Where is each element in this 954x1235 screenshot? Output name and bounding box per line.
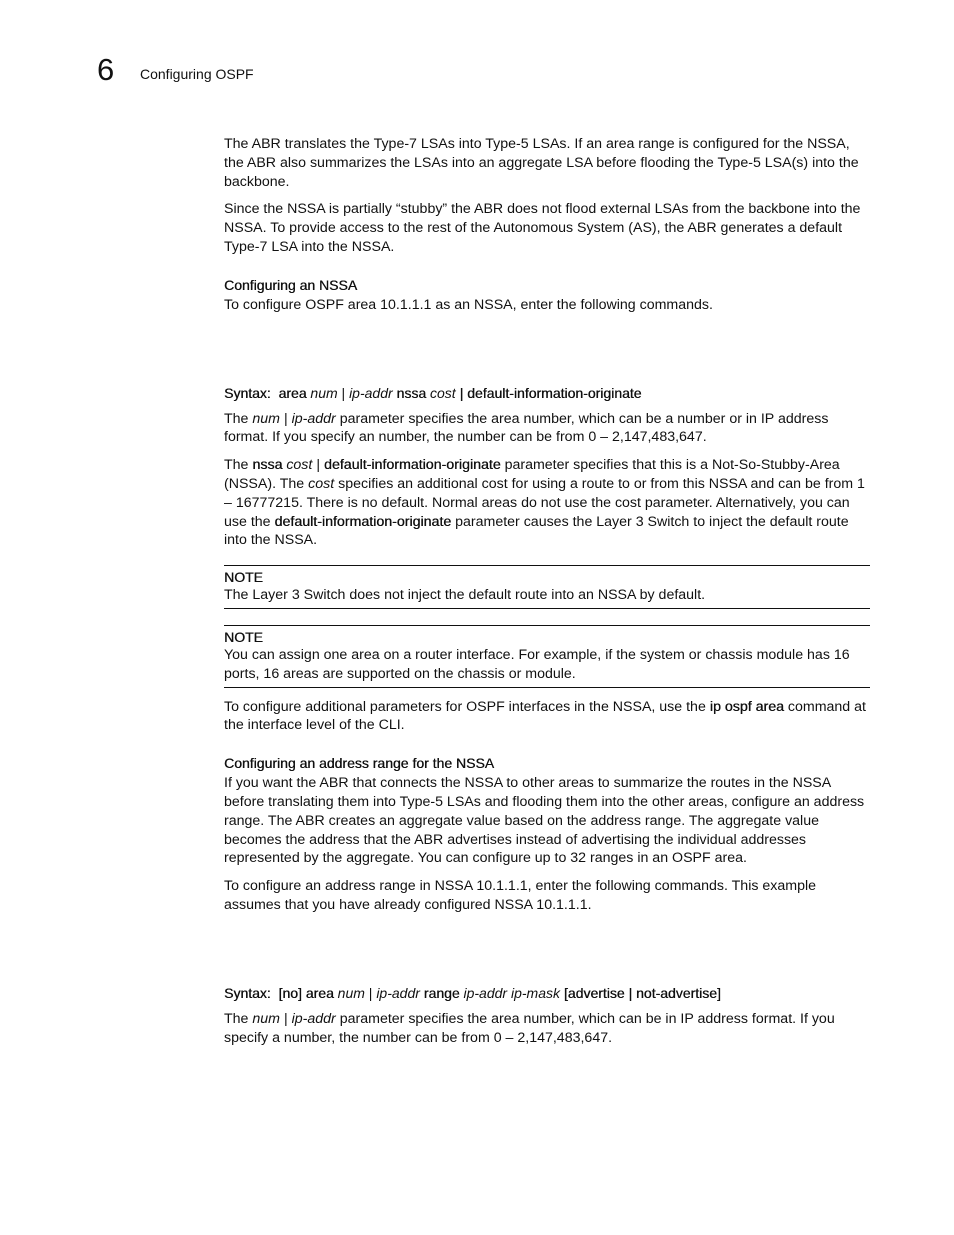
param-pipe: |	[283, 1010, 288, 1027]
syntax-ip-mask: ip-mask	[510, 984, 560, 1001]
syntax-open-bracket: [	[563, 984, 568, 1001]
nssa-syntax-line	[224, 384, 870, 402]
syntax-cost: cost	[430, 384, 456, 401]
param-text-3: parameter causes the Layer 3 Switch to inject the default route into the NSSA.	[224, 513, 849, 549]
syntax-default-information-originate: default-information-originate	[467, 384, 642, 401]
additional-parameters-paragraph	[224, 698, 870, 736]
syntax-num: num	[310, 384, 338, 401]
param-pipe: |	[316, 457, 320, 474]
range-num-ip-addr-param-paragraph	[224, 1010, 870, 1048]
syntax-ip-addr: ip-addr	[376, 984, 420, 1001]
syntax-ip-addr: ip-addr	[349, 384, 393, 401]
param-text-2: specifies an additional cost for using a route to or from this NSSA and can be from 1 – 16777215. There is no default. Normal areas do not use the cost parameter. Alternatively, you can use the	[224, 475, 865, 530]
param-text: parameter specifies the area number, which can be in IP address format. If you specify a number, the number can be from 0 – 2,147,483,647.	[224, 1010, 835, 1046]
nssa-intro-paragraph: To configure OSPF area 10.1.1.1 as an NSSA, enter the following commands.	[224, 296, 713, 313]
param-ip-addr: ip-addr	[291, 410, 336, 427]
syntax-keyword-range: range	[423, 984, 460, 1001]
note-box-default-route	[224, 565, 870, 609]
syntax-close-bracket: ]	[716, 984, 721, 1001]
ip-ospf-area-command: ip ospf area	[709, 698, 784, 715]
chapter-number: 6	[97, 52, 115, 87]
note-box-areas	[224, 625, 870, 688]
note-text: You can assign one area on a router interface. For example, if the system or chassis module has 16 ports, 16 areas are supported on the chassis or module.	[224, 646, 850, 682]
note-text: The Layer 3 Switch does not inject the default route into an NSSA by default.	[224, 587, 706, 604]
text-the: The	[224, 1010, 249, 1027]
syntax-keyword-area: area	[278, 384, 307, 401]
syntax-pipe-2: |	[628, 984, 633, 1001]
num-ip-addr-param-paragraph	[224, 410, 870, 448]
syntax-pipe: |	[368, 984, 373, 1001]
intro-paragraph-2: Since the NSSA is partially “stubby” the ABR does not flood external LSAs from the backbone into the NSSA. To provide access to the rest of the Autonomous System (AS), the ABR generates a default Type-7 LSA into the NSSA.	[224, 201, 861, 255]
nssa-cost-param-paragraph	[224, 456, 870, 550]
param-default-information-originate: default-information-originate	[323, 457, 501, 474]
syntax-pipe-bold: |	[459, 384, 464, 401]
param-num: num	[252, 410, 281, 427]
syntax-no: [no]	[278, 984, 302, 1001]
chapter-title: Configuring OSPF	[140, 66, 254, 82]
syntax-label: Syntax:	[224, 984, 271, 1001]
text-the: The	[224, 410, 249, 427]
param-text-1: parameter specifies that this is a Not-So-Stubby-Area (NSSA). The	[224, 457, 840, 492]
section-heading-nssa: Configuring an NSSA	[224, 276, 358, 293]
syntax-keyword-nssa: nssa	[396, 384, 427, 401]
note-label: NOTE	[224, 569, 263, 586]
syntax-ip-addr-2: ip-addr	[463, 984, 508, 1001]
text-the: The	[224, 457, 249, 474]
param-ip-addr: ip-addr	[291, 1010, 336, 1027]
address-range-paragraph-1: If you want the ABR that connects the NSSA to other areas to summarize the routes in the NSSA before translating them into Type-5 LSAs and flooding them into the other areas, configure an address range. The ABR creates an aggregate value based on the address range. The aggregate value becomes the address that the ABR advertises instead of advertising the individual addresses represented by the aggregate. You can configure up to 32 ranges in an OSPF area.	[224, 775, 865, 867]
additional-text-2: command at the interface level of the CLI.	[224, 698, 866, 734]
param-pipe: |	[283, 410, 288, 427]
note-label: NOTE	[224, 628, 263, 645]
param-nssa: nssa	[252, 457, 283, 474]
section-heading-address-range: Configuring an address range for the NSSA	[224, 755, 495, 772]
syntax-advertise: advertise	[567, 984, 625, 1001]
param-cost-2: cost	[308, 475, 335, 492]
intro-paragraph-1: The ABR translates the Type-7 LSAs into Type-5 LSAs. If an area range is configured for the NSSA, the ABR also summarizes the LSAs into an aggregate LSA before flooding the Type-5 LSA(s) into the backbone.	[224, 136, 859, 190]
additional-text-1: To configure additional parameters for OSPF interfaces in the NSSA, use the	[224, 698, 706, 715]
param-cost: cost	[286, 457, 313, 474]
range-syntax-line	[224, 984, 870, 1002]
address-range-paragraph-2: To configure an address range in NSSA 10.1.1.1, enter the following commands. This example assumes that you have already configured NSSA 10.1.1.1.	[224, 878, 817, 913]
syntax-label: Syntax:	[224, 384, 271, 401]
param-default-information-originate-2: default-information-originate	[274, 513, 452, 530]
syntax-num: num	[337, 984, 365, 1001]
syntax-not-advertise: not-advertise	[636, 984, 717, 1001]
syntax-pipe: |	[341, 384, 346, 401]
syntax-keyword-area: area	[305, 984, 334, 1001]
param-num: num	[252, 1010, 281, 1027]
page-content	[224, 135, 870, 1047]
param-text: parameter specifies the area number, which can be a number or in IP address format. If you specify an number, the number can be from 0 – 2,147,483,647.	[224, 410, 829, 446]
